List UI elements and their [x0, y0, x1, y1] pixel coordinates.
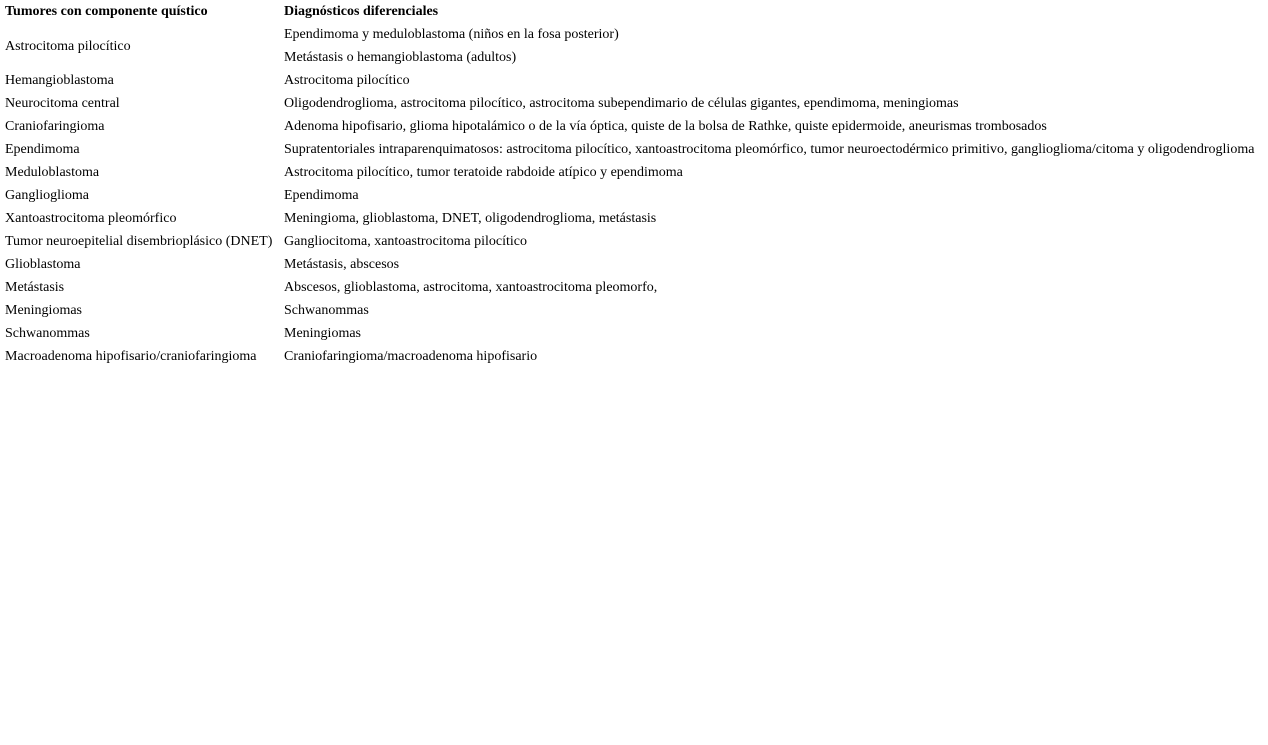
differentials-cell: Metástasis, abscesos	[284, 257, 400, 272]
header-row	[5, 0, 1254, 23]
table-header	[5, 0, 1254, 23]
table-row	[5, 92, 1254, 115]
table-row	[5, 115, 1254, 138]
differentials-cell: Craniofaringioma/macroadenoma hipofisario	[284, 349, 538, 364]
tumor-cell: Metástasis	[5, 280, 65, 295]
differential-diagnosis-table	[5, 0, 1254, 368]
differentials-cell: Adenoma hipofisario, glioma hipotalámico o de la vía óptica, quiste de la bolsa de Rathke, quiste epidermoide, aneurismas trombosados	[284, 119, 1047, 134]
table-row	[5, 345, 1254, 368]
table-row	[5, 161, 1254, 184]
differentials-cell: Abscesos, glioblastoma, astrocitoma, xantoastrocitoma pleomorfo,	[284, 280, 658, 295]
tumor-cell: Neurocitoma central	[5, 96, 120, 111]
tumor-cell: Hemangioblastoma	[5, 73, 114, 88]
tumor-cell: Meduloblastoma	[5, 165, 100, 180]
tumor-cell: Macroadenoma hipofisario/craniofaringioma	[5, 349, 257, 364]
tumor-cell: Ependimoma	[5, 142, 80, 157]
differentials-cell: Meningioma, glioblastoma, DNET, oligodendroglioma, metástasis	[284, 211, 657, 226]
differentials-cell: Supratentoriales intraparenquimatosos: astrocitoma pilocítico, xantoastrocitoma pleomórfico, tumor neuroectodérmico primitivo, ganglioglioma/citoma y oligodendroglioma	[284, 142, 1255, 157]
tumor-cell: Xantoastrocitoma pleomórfico	[5, 211, 177, 226]
table-row	[5, 138, 1254, 161]
table-row	[5, 253, 1254, 276]
table-row	[5, 299, 1254, 322]
tumor-cell: Glioblastoma	[5, 257, 81, 272]
table-row	[5, 69, 1254, 92]
differentials-cell: Gangliocitoma, xantoastrocitoma pilocítico	[284, 234, 527, 249]
table-row	[5, 230, 1254, 253]
differentials-cell: Ependimoma	[284, 188, 359, 203]
tumor-cell: Tumor neuroepitelial disembrioplásico (DNET)	[5, 234, 273, 249]
differentials-cell: Astrocitoma pilocítico	[284, 73, 410, 88]
header-tumor: Tumores con componente quístico	[5, 4, 208, 19]
tumor-cell: Schwanommas	[5, 326, 90, 341]
tumor-cell: Ganglioglioma	[5, 188, 89, 203]
differentials-cell: Oligodendroglioma, astrocitoma pilocítico, astrocitoma subependimario de células gigantes, ependimoma, meningiomas	[284, 96, 959, 111]
differentials-cell: Metástasis o hemangioblastoma (adultos)	[284, 50, 517, 65]
differentials-cell: Meningiomas	[284, 326, 361, 341]
tumor-cell: Meningiomas	[5, 303, 82, 318]
table-row	[5, 276, 1254, 299]
differentials-cell: Schwanommas	[284, 303, 369, 318]
header-differentials: Diagnósticos diferenciales	[284, 4, 439, 19]
differentials-cell: Ependimoma y meduloblastoma (niños en la fosa posterior)	[284, 27, 619, 42]
table-row	[5, 322, 1254, 345]
table-row	[5, 207, 1254, 230]
tumor-cell: Astrocitoma pilocítico	[5, 38, 131, 54]
table-row	[5, 184, 1254, 207]
table-row	[5, 23, 1254, 46]
tumor-cell: Craniofaringioma	[5, 119, 105, 134]
differentials-cell: Astrocitoma pilocítico, tumor teratoide rabdoide atípico y ependimoma	[284, 165, 683, 180]
table-body	[5, 23, 1254, 368]
